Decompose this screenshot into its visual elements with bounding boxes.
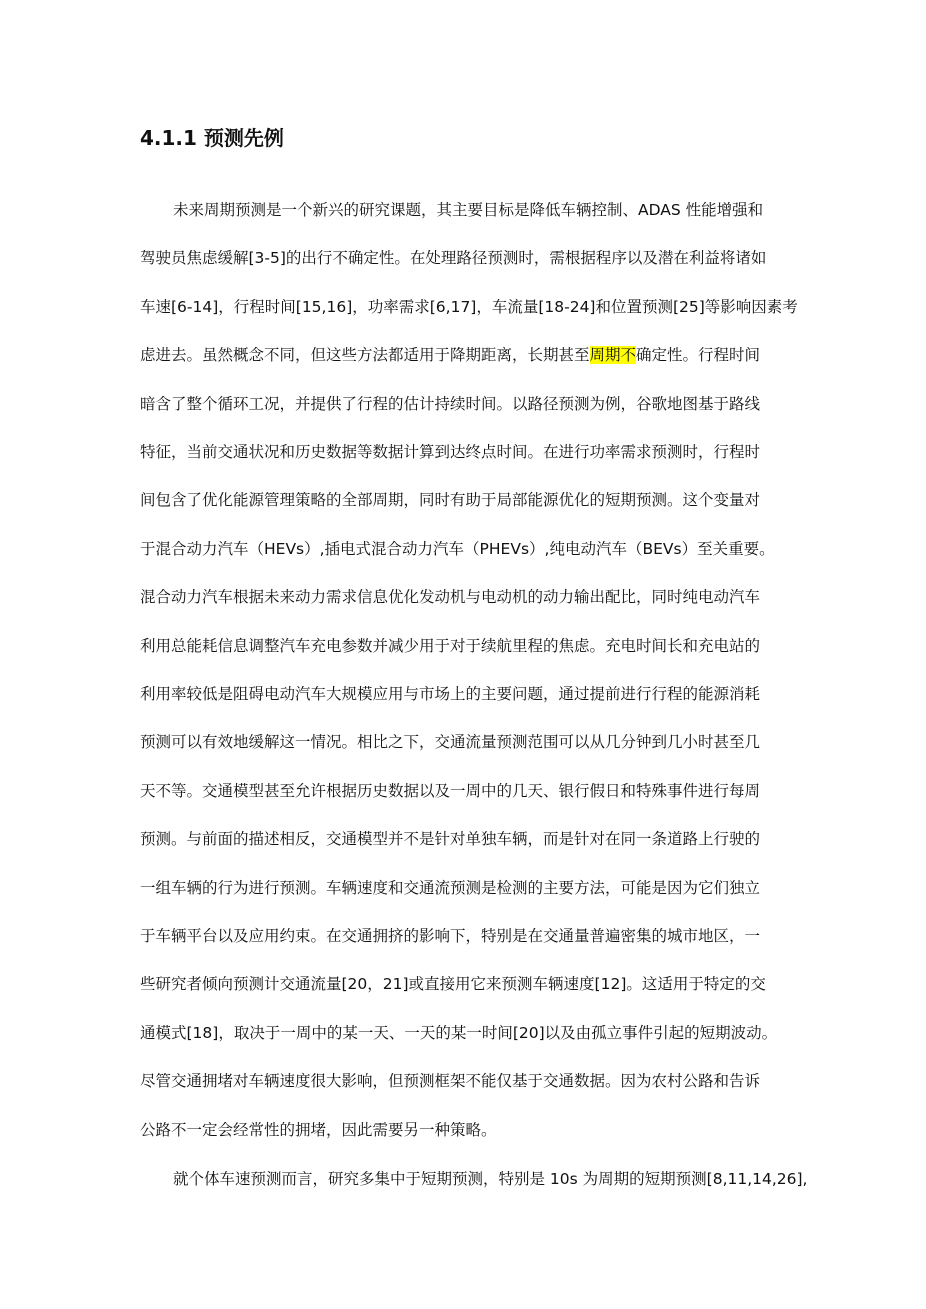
highlighted-text: 周期不: [589, 346, 637, 365]
text-line: [140, 394, 760, 414]
text-line: [140, 442, 760, 462]
text-line: [173, 1169, 808, 1189]
text-segment: 尽管交通拥堵对车辆速度很大影响，但预测框架不能仅基于交通数据。因为农村公路和告诉: [140, 1072, 761, 1091]
text-segment: 一组车辆的行为进行预测。车辆速度和交通流预测是检测的主要方法，可能是因为它们独立: [140, 878, 761, 897]
section-heading: 4.1.1 预测先例: [140, 126, 284, 150]
text-line: [140, 248, 766, 268]
text-segment: 虑进去。虽然概念不同，但这些方法都适用于降期距离，长期甚至: [140, 346, 590, 365]
text-line: [140, 539, 775, 559]
text-line: [140, 636, 760, 656]
text-line: [140, 684, 760, 704]
text-line: [140, 878, 760, 898]
text-line: [140, 1120, 497, 1140]
text-segment: 预测。与前面的描述相反，交通模型并不是针对单独车辆，而是针对在同一条道路上行驶的: [140, 830, 761, 849]
text-segment: 些研究者倾向预测计交通流量[20，21]或直接用它来预测车辆速度[12]。这适用于特定的交: [140, 975, 766, 994]
text-line: [140, 926, 760, 946]
text-segment: 于车辆平台以及应用约束。在交通拥挤的影响下，特别是在交通量普遍密集的城市地区，一: [140, 927, 761, 945]
text-segment: 暗含了整个循环工况，并提供了行程的估计持续时间。以路径预测为例，谷歌地图基于路线: [140, 394, 761, 413]
text-line: [140, 829, 760, 849]
text-segment: 于混合动力汽车（HEVs）,插电式混合动力汽车（PHEVs）,纯电动汽车（BEVs）至关重要。: [140, 539, 775, 558]
text-segment: 通模式[18]，取决于一周中的某一天、一天的某一时间[20]以及由孤立事件引起的短期波动。: [140, 1023, 778, 1042]
text-segment: 就个体车速预测而言，研究多集中于短期预测，特别是 10s 为周期的短期预测[8,11,14,26],: [173, 1170, 808, 1188]
text-segment: 混合动力汽车根据未来动力需求信息优化发动机与电动机的动力输出配比，同时纯电动汽车: [140, 588, 761, 607]
text-line: [140, 974, 766, 994]
text-line: [140, 345, 760, 365]
text-line: [140, 490, 760, 510]
text-line: [140, 781, 760, 801]
text-line: [173, 200, 763, 220]
text-segment: 车速[6-14]，行程时间[15,16]，功率需求[6,17]，车流量[18-24]和位置预测[25]等影响因素考: [140, 297, 798, 316]
text-segment: 利用率较低是阻碍电动汽车大规模应用与市场上的主要问题，通过提前进行行程的能源消耗: [140, 685, 761, 703]
text-segment: 天不等。交通模型甚至允许根据历史数据以及一周中的几天、银行假日和特殊事件进行每周: [140, 781, 761, 800]
text-segment: 特征，当前交通状况和历史数据等数据计算到达终点时间。在进行功率需求预测时，行程时: [140, 443, 761, 461]
text-segment: 驾驶员焦虑缓解[3-5]的出行不确定性。在处理路径预测时，需根据程序以及潜在利益将诸如: [140, 249, 767, 268]
text-segment: 利用总能耗信息调整汽车充电参数并减少用于对于续航里程的焦虑。充电时间长和充电站的: [140, 636, 761, 655]
text-segment: 确定性。行程时间: [636, 346, 761, 365]
text-line: [140, 1023, 777, 1043]
text-segment: 公路不一定会经常性的拥堵，因此需要另一种策略。: [140, 1120, 497, 1139]
text-segment: 预测可以有效地缓解这一情况。相比之下，交通流量预测范围可以从几分钟到几小时甚至几: [140, 733, 761, 752]
text-line: [140, 297, 798, 317]
text-line: [140, 1071, 760, 1091]
text-segment: 未来周期预测是一个新兴的研究课题，其主要目标是降低车辆控制、ADAS 性能增强和: [173, 201, 764, 219]
text-segment: 间包含了优化能源管理策略的全部周期，同时有助于局部能源优化的短期预测。这个变量对: [140, 491, 761, 510]
text-line: [140, 587, 760, 607]
text-line: [140, 732, 760, 752]
